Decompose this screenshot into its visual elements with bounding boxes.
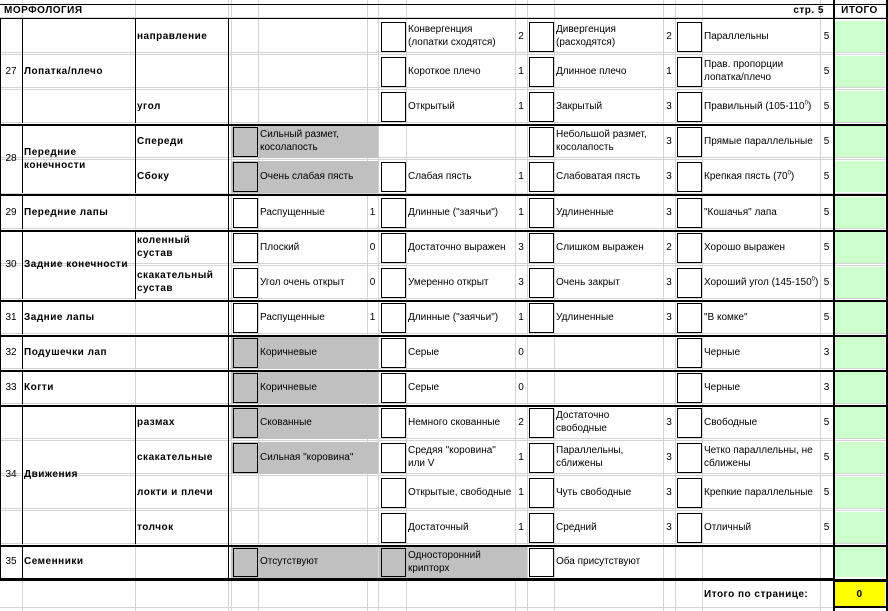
checkbox-option-1[interactable] bbox=[233, 198, 258, 228]
row-name: Движения bbox=[24, 469, 78, 480]
total-cell[interactable] bbox=[835, 337, 885, 368]
option-label-end: ) bbox=[807, 100, 812, 112]
grid-line bbox=[527, 0, 528, 611]
option-label: Угол очень открыт bbox=[260, 276, 345, 288]
grid-line bbox=[378, 0, 379, 611]
checkbox-option-4[interactable] bbox=[677, 303, 702, 333]
checkbox-option-3[interactable] bbox=[529, 57, 554, 87]
sub-criterion: скакательные bbox=[137, 451, 213, 463]
option-label: Достаточно выражен bbox=[408, 241, 506, 253]
option-label-end: ) bbox=[790, 170, 795, 182]
option-label: Серые bbox=[408, 381, 440, 393]
option-label: Односторонний крипторх bbox=[408, 549, 481, 574]
option-label: Конвергенция (лопатки сходятся) bbox=[408, 24, 496, 48]
option-score: 3 bbox=[823, 381, 830, 393]
checkbox-option-3[interactable] bbox=[529, 162, 554, 192]
section-title: МОРФОЛОГИЯ bbox=[4, 4, 83, 16]
option-label: Сильная "коровина" bbox=[260, 451, 354, 463]
checkbox-option-1[interactable] bbox=[233, 338, 258, 368]
option-score: 2 bbox=[666, 30, 672, 42]
total-cell[interactable] bbox=[835, 161, 885, 192]
option-score: 5 bbox=[823, 311, 830, 323]
total-cell[interactable] bbox=[835, 372, 885, 403]
border bbox=[228, 18, 229, 578]
checkbox-option-4[interactable] bbox=[677, 233, 702, 263]
checkbox-option-2[interactable] bbox=[381, 198, 406, 228]
option-label-wrap bbox=[704, 100, 811, 113]
border bbox=[22, 195, 23, 229]
checkbox-option-3[interactable] bbox=[529, 408, 554, 438]
option-score: 1 bbox=[369, 206, 376, 218]
checkbox-option-3[interactable] bbox=[529, 443, 554, 473]
option-score: 5 bbox=[823, 135, 830, 147]
option-label: Средний bbox=[556, 521, 597, 533]
option-score: 1 bbox=[518, 170, 524, 182]
option-label: Параллельны bbox=[704, 30, 769, 42]
sub-criterion: коленный сустав bbox=[137, 235, 191, 259]
option-label: Немного скованные bbox=[408, 416, 501, 428]
option-score: 5 bbox=[823, 486, 830, 498]
checkbox-option-1[interactable] bbox=[233, 443, 258, 473]
option-label: Сильный размет, косолапость bbox=[260, 129, 339, 153]
option-label: Отсутствуют bbox=[260, 556, 319, 567]
row-number: 27 bbox=[5, 65, 17, 77]
option-score: 1 bbox=[369, 311, 376, 323]
checkbox-option-2[interactable] bbox=[381, 443, 406, 473]
grid-line bbox=[231, 0, 232, 611]
option-score: 3 bbox=[666, 276, 672, 288]
option-label: Короткое плечо bbox=[408, 65, 481, 77]
option-label: Дивергенция (расходятся) bbox=[556, 24, 616, 48]
total-cell[interactable] bbox=[835, 91, 885, 122]
option-score: 3 bbox=[666, 486, 672, 498]
option-score: 5 bbox=[823, 521, 830, 533]
option-label: Удлиненные bbox=[556, 311, 614, 323]
option-label: "Кошачья" лапа bbox=[704, 206, 777, 218]
page-total-value: 0 bbox=[856, 588, 863, 600]
checkbox-option-2[interactable] bbox=[381, 513, 406, 543]
checkbox-option-4[interactable] bbox=[677, 478, 702, 508]
border bbox=[22, 370, 23, 404]
checkbox-option-2[interactable] bbox=[381, 303, 406, 333]
checkbox-option-4[interactable] bbox=[677, 268, 702, 298]
row-number: 35 bbox=[5, 556, 17, 567]
checkbox-option-3[interactable] bbox=[529, 513, 554, 543]
option-score: 5 bbox=[823, 206, 830, 218]
border bbox=[0, 578, 833, 579]
checkbox-option-1[interactable] bbox=[233, 127, 258, 157]
option-score: 3 bbox=[666, 206, 672, 218]
row-name: Лопатка/плечо bbox=[24, 65, 103, 77]
row-name: Семенники bbox=[24, 556, 84, 567]
checkbox-option-2[interactable] bbox=[381, 162, 406, 192]
option-label-text: Крепкая пясть (70 bbox=[704, 170, 788, 182]
checkbox-option-1[interactable] bbox=[233, 408, 258, 438]
option-label: Открытые, свободные bbox=[408, 486, 512, 498]
option-label: Длинное плечо bbox=[556, 65, 627, 77]
option-label: Небольшой размет, косолапость bbox=[556, 129, 647, 153]
page-total-label: Итого по странице: bbox=[704, 588, 809, 600]
option-label: Длинные ("заячьи") bbox=[408, 311, 499, 323]
degree-sup: 0 bbox=[787, 170, 791, 177]
row-name: Передние лапы bbox=[24, 206, 109, 218]
option-label: Крепкие параллельные bbox=[704, 486, 813, 498]
total-cell[interactable] bbox=[835, 267, 885, 298]
option-score: 0 bbox=[369, 276, 376, 288]
checkbox-option-3[interactable] bbox=[529, 268, 554, 298]
option-score: 1 bbox=[518, 100, 524, 112]
option-label: Закрытый bbox=[556, 100, 603, 112]
grid-line bbox=[0, 607, 888, 608]
total-header: ИТОГО bbox=[841, 4, 878, 16]
checkbox-option-1[interactable] bbox=[233, 548, 258, 577]
option-label-end: ) bbox=[814, 276, 819, 288]
option-score: 3 bbox=[666, 311, 672, 323]
row-name: Задние лапы bbox=[24, 311, 95, 323]
sub-criterion: угол bbox=[137, 100, 161, 112]
option-label: Слабоватая пясть bbox=[556, 170, 641, 182]
option-score: 3 bbox=[666, 521, 672, 533]
border bbox=[22, 545, 23, 578]
option-label: Распущенные bbox=[260, 311, 325, 323]
checkbox-option-3[interactable] bbox=[529, 478, 554, 508]
row-number: 28 bbox=[5, 153, 17, 164]
total-cell[interactable] bbox=[835, 126, 885, 157]
total-cell[interactable] bbox=[835, 302, 885, 333]
total-cell[interactable] bbox=[835, 232, 885, 263]
row-number: 32 bbox=[5, 346, 17, 358]
sub-criterion: направление bbox=[137, 30, 208, 42]
sub-criterion: Сбоку bbox=[137, 170, 170, 182]
option-score: 5 bbox=[823, 451, 830, 463]
option-label: Свободные bbox=[704, 416, 758, 428]
checkbox-option-1[interactable] bbox=[233, 373, 258, 403]
sub-criterion: скакательный сустав bbox=[137, 270, 214, 294]
option-score: 3 bbox=[666, 170, 672, 182]
row-number: 30 bbox=[5, 259, 17, 270]
option-score: 1 bbox=[518, 65, 524, 77]
option-label: Коричневые bbox=[260, 381, 317, 393]
border bbox=[0, 4, 888, 5]
option-score: 5 bbox=[823, 170, 830, 182]
row-number: 34 bbox=[5, 469, 17, 480]
option-score: 2 bbox=[518, 416, 524, 428]
border bbox=[833, 0, 835, 611]
total-cell[interactable] bbox=[835, 547, 885, 577]
option-label: "В комке" bbox=[704, 311, 748, 323]
option-label: Умеренно открыт bbox=[408, 276, 489, 288]
border bbox=[22, 124, 23, 193]
checkbox-option-2[interactable] bbox=[381, 233, 406, 263]
checkbox-option-4[interactable] bbox=[677, 338, 702, 368]
total-cell[interactable] bbox=[835, 21, 885, 52]
option-label: Средяя "коровина" или V bbox=[408, 445, 496, 469]
total-cell[interactable] bbox=[835, 197, 885, 228]
border bbox=[22, 335, 23, 369]
checkbox-option-2[interactable] bbox=[381, 408, 406, 438]
checkbox-option-2[interactable] bbox=[381, 548, 406, 577]
sub-criterion: размах bbox=[137, 416, 175, 428]
option-score: 3 bbox=[666, 135, 672, 147]
option-score: 0 bbox=[518, 346, 524, 358]
checkbox-option-2[interactable] bbox=[381, 57, 406, 87]
option-label-wrap bbox=[704, 170, 794, 183]
checkbox-option-2[interactable] bbox=[381, 478, 406, 508]
option-label: Черные bbox=[704, 346, 741, 358]
border bbox=[22, 19, 23, 123]
checkbox-option-2[interactable] bbox=[381, 373, 406, 403]
checkbox-option-3[interactable] bbox=[529, 127, 554, 157]
checkbox-option-4[interactable] bbox=[677, 513, 702, 543]
checkbox-option-4[interactable] bbox=[677, 22, 702, 52]
option-score: 1 bbox=[518, 486, 524, 498]
checkbox-option-3[interactable] bbox=[529, 22, 554, 52]
option-label: Оба присутствуют bbox=[556, 556, 641, 567]
option-score: 3 bbox=[518, 241, 524, 253]
checkbox-option-1[interactable] bbox=[233, 162, 258, 192]
option-score: 1 bbox=[518, 451, 524, 463]
option-score: 5 bbox=[823, 100, 830, 112]
option-label: Параллельны, сближены bbox=[556, 445, 624, 469]
grid-line bbox=[675, 0, 676, 611]
degree-sup: 0 bbox=[804, 100, 808, 107]
option-label: Достаточно свободные bbox=[556, 410, 610, 434]
option-label: Четко параллельны, не сближены bbox=[704, 445, 813, 469]
checkbox-option-3[interactable] bbox=[529, 92, 554, 122]
checkbox-option-4[interactable] bbox=[677, 198, 702, 228]
checkbox-option-1[interactable] bbox=[233, 268, 258, 298]
option-score: 0 bbox=[518, 381, 524, 393]
option-score: 5 bbox=[823, 30, 830, 42]
checkbox-option-3[interactable] bbox=[529, 548, 554, 577]
checkbox-option-4[interactable] bbox=[677, 443, 702, 473]
option-score: 3 bbox=[666, 100, 672, 112]
border bbox=[22, 230, 23, 299]
option-label: Очень слабая пясть bbox=[260, 170, 354, 182]
option-label-wrap bbox=[704, 276, 818, 289]
option-score: 1 bbox=[518, 206, 524, 218]
border bbox=[833, 606, 888, 608]
option-label-text: Правильный (105-110 bbox=[704, 100, 805, 112]
option-label bbox=[702, 265, 820, 299]
option-score: 5 bbox=[823, 276, 830, 288]
page-number: стр. 5 bbox=[793, 4, 824, 16]
sub-criterion: Спереди bbox=[137, 135, 184, 147]
checkbox-option-1[interactable] bbox=[233, 233, 258, 263]
option-score: 1 bbox=[666, 65, 672, 77]
option-label: Прав. пропорции лопатка/плечо bbox=[704, 59, 784, 83]
sub-criterion: толчок bbox=[137, 521, 174, 533]
border bbox=[22, 405, 23, 544]
option-label bbox=[702, 159, 820, 193]
option-score: 5 bbox=[823, 416, 830, 428]
option-label: Очень закрыт bbox=[556, 276, 620, 288]
border bbox=[22, 300, 23, 334]
option-label: Скованные bbox=[260, 416, 312, 428]
total-cell[interactable] bbox=[835, 56, 885, 87]
option-label-text: Хороший угол (145-150 bbox=[704, 276, 812, 288]
option-label: Открытый bbox=[408, 100, 455, 112]
checkbox-option-2[interactable] bbox=[381, 338, 406, 368]
checkbox-option-2[interactable] bbox=[381, 22, 406, 52]
option-score: 3 bbox=[666, 416, 672, 428]
row-name: Подушечки лап bbox=[24, 346, 108, 358]
row-name: Задние конечности bbox=[24, 259, 128, 270]
row-name: Передние конечности bbox=[24, 146, 86, 171]
option-label: Достаточный bbox=[408, 521, 469, 533]
option-label bbox=[702, 89, 820, 123]
option-label: Распущенные bbox=[260, 206, 325, 218]
total-cell[interactable] bbox=[835, 477, 885, 508]
option-label: Черные bbox=[704, 381, 741, 393]
option-label: Серые bbox=[408, 346, 440, 358]
total-cell[interactable] bbox=[835, 442, 885, 473]
option-label: Хорошо выражен bbox=[704, 241, 786, 253]
checkbox-option-2[interactable] bbox=[381, 92, 406, 122]
sub-criterion: локти и плечи bbox=[137, 486, 214, 498]
checkbox-option-3[interactable] bbox=[529, 303, 554, 333]
row-name: Когти bbox=[24, 381, 54, 393]
border bbox=[833, 580, 888, 582]
checkbox-option-3[interactable] bbox=[529, 198, 554, 228]
option-score: 1 bbox=[518, 311, 524, 323]
checkbox-option-1[interactable] bbox=[233, 303, 258, 333]
total-cell[interactable] bbox=[835, 407, 885, 438]
checkbox-option-4[interactable] bbox=[677, 92, 702, 122]
option-label: Слишком выражен bbox=[556, 241, 644, 253]
checkbox-option-3[interactable] bbox=[529, 233, 554, 263]
total-cell[interactable] bbox=[835, 512, 885, 543]
row-number: 31 bbox=[5, 311, 17, 323]
option-score: 3 bbox=[666, 451, 672, 463]
option-score: 5 bbox=[823, 65, 830, 77]
option-label: Удлиненные bbox=[556, 206, 614, 218]
option-label: Слабая пясть bbox=[408, 170, 472, 182]
checkbox-option-4[interactable] bbox=[677, 127, 702, 157]
border bbox=[0, 579, 888, 581]
checkbox-option-4[interactable] bbox=[677, 162, 702, 192]
checkbox-option-4[interactable] bbox=[677, 408, 702, 438]
degree-sup: 0 bbox=[811, 276, 815, 283]
checkbox-option-2[interactable] bbox=[381, 268, 406, 298]
option-label: Плоский bbox=[260, 241, 300, 253]
option-label: Коричневые bbox=[260, 346, 317, 358]
option-score: 3 bbox=[823, 346, 830, 358]
option-score: 2 bbox=[518, 30, 524, 42]
row-number: 29 bbox=[5, 206, 17, 218]
option-label: Отличный bbox=[704, 521, 752, 533]
option-label: Чуть свободные bbox=[556, 486, 632, 498]
option-score: 5 bbox=[823, 241, 830, 253]
checkbox-option-4[interactable] bbox=[677, 57, 702, 87]
option-score: 3 bbox=[518, 276, 524, 288]
option-score: 0 bbox=[369, 241, 376, 253]
row-number: 33 bbox=[5, 381, 17, 393]
option-label: Длинные ("заячьи") bbox=[408, 206, 499, 218]
option-score: 2 bbox=[666, 241, 672, 253]
option-score: 1 bbox=[518, 521, 524, 533]
checkbox-option-4[interactable] bbox=[677, 373, 702, 403]
option-label: Прямые параллельные bbox=[704, 135, 813, 147]
